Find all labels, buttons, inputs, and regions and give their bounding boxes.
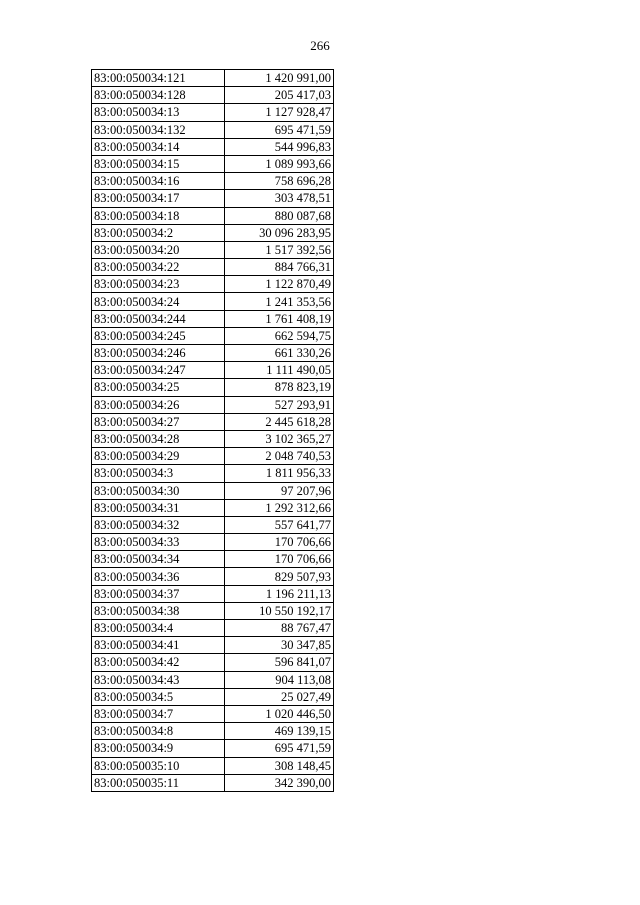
table-row	[92, 688, 334, 705]
cadastral-number-cell: 83:00:050034:24	[92, 293, 225, 310]
table-row	[92, 757, 334, 774]
table-row	[92, 465, 334, 482]
cadastral-value-cell: 97 207,96	[225, 482, 334, 499]
cadastral-number-cell: 83:00:050034:246	[92, 345, 225, 362]
cadastral-value-cell: 880 087,68	[225, 207, 334, 224]
table-row	[92, 516, 334, 533]
table-row	[92, 310, 334, 327]
cadastral-number-cell: 83:00:050034:17	[92, 190, 225, 207]
cadastral-number-cell: 83:00:050034:2	[92, 224, 225, 241]
cadastral-number-cell: 83:00:050034:9	[92, 740, 225, 757]
cadastral-number-cell: 83:00:050034:14	[92, 138, 225, 155]
cadastral-number-cell: 83:00:050034:247	[92, 362, 225, 379]
cadastral-number-cell: 83:00:050034:26	[92, 396, 225, 413]
table-row	[92, 70, 334, 87]
cadastral-value-cell: 469 139,15	[225, 723, 334, 740]
table-row	[92, 87, 334, 104]
cadastral-value-cell: 544 996,83	[225, 138, 334, 155]
table-row	[92, 499, 334, 516]
cadastral-value-cell: 661 330,26	[225, 345, 334, 362]
table-row	[92, 740, 334, 757]
cadastral-number-cell: 83:00:050034:31	[92, 499, 225, 516]
cadastral-value-cell: 205 417,03	[225, 87, 334, 104]
cadastral-number-cell: 83:00:050034:37	[92, 585, 225, 602]
cadastral-number-cell: 83:00:050035:10	[92, 757, 225, 774]
cadastral-value-cell: 1 127 928,47	[225, 104, 334, 121]
table-row	[92, 551, 334, 568]
table-row	[92, 602, 334, 619]
cadastral-number-cell: 83:00:050034:5	[92, 688, 225, 705]
table-row	[92, 259, 334, 276]
cadastral-value-cell: 557 641,77	[225, 516, 334, 533]
cadastral-value-cell: 695 471,59	[225, 740, 334, 757]
cadastral-number-cell: 83:00:050034:29	[92, 448, 225, 465]
cadastral-number-cell: 83:00:050034:25	[92, 379, 225, 396]
cadastral-number-cell: 83:00:050034:3	[92, 465, 225, 482]
table-body	[92, 70, 334, 792]
cadastral-value-cell: 1 020 446,50	[225, 705, 334, 722]
cadastral-number-cell: 83:00:050034:13	[92, 104, 225, 121]
table-row	[92, 723, 334, 740]
page-number: 266	[310, 38, 330, 53]
table-row	[92, 345, 334, 362]
table-row	[92, 671, 334, 688]
cadastral-number-cell: 83:00:050035:11	[92, 774, 225, 791]
table-row	[92, 121, 334, 138]
table-row	[92, 362, 334, 379]
table-row	[92, 568, 334, 585]
cadastral-value-cell: 30 096 283,95	[225, 224, 334, 241]
cadastral-number-cell: 83:00:050034:23	[92, 276, 225, 293]
cadastral-value-cell: 10 550 192,17	[225, 602, 334, 619]
cadastral-number-cell: 83:00:050034:244	[92, 310, 225, 327]
cadastral-number-cell: 83:00:050034:16	[92, 173, 225, 190]
table-row	[92, 224, 334, 241]
cadastral-number-cell: 83:00:050034:33	[92, 534, 225, 551]
table-row	[92, 327, 334, 344]
table-row	[92, 155, 334, 172]
table-row	[92, 482, 334, 499]
cadastral-value-cell: 170 706,66	[225, 551, 334, 568]
cadastral-number-cell: 83:00:050034:42	[92, 654, 225, 671]
cadastral-value-cell: 25 027,49	[225, 688, 334, 705]
cadastral-value-cell: 3 102 365,27	[225, 430, 334, 447]
cadastral-number-cell: 83:00:050034:28	[92, 430, 225, 447]
table-row	[92, 396, 334, 413]
table-row	[92, 173, 334, 190]
table-row	[92, 190, 334, 207]
table-row	[92, 276, 334, 293]
table-row	[92, 413, 334, 430]
cadastral-value-cell: 88 767,47	[225, 620, 334, 637]
cadastral-number-cell: 83:00:050034:30	[92, 482, 225, 499]
table-row	[92, 207, 334, 224]
cadastral-value-cell: 1 241 353,56	[225, 293, 334, 310]
cadastral-value-cell: 904 113,08	[225, 671, 334, 688]
cadastral-value-cell: 878 823,19	[225, 379, 334, 396]
cadastral-value-cell: 1 089 993,66	[225, 155, 334, 172]
cadastral-value-cell: 2 445 618,28	[225, 413, 334, 430]
cadastral-value-cell: 1 420 991,00	[225, 70, 334, 87]
cadastral-number-cell: 83:00:050034:20	[92, 241, 225, 258]
table-row	[92, 138, 334, 155]
cadastral-value-cell: 1 111 490,05	[225, 362, 334, 379]
cadastral-value-cell: 1 122 870,49	[225, 276, 334, 293]
table-row	[92, 534, 334, 551]
cadastral-value-cell: 695 471,59	[225, 121, 334, 138]
cadastral-number-cell: 83:00:050034:38	[92, 602, 225, 619]
cadastral-number-cell: 83:00:050034:27	[92, 413, 225, 430]
cadastral-number-cell: 83:00:050034:18	[92, 207, 225, 224]
table-row	[92, 104, 334, 121]
cadastral-value-cell: 30 347,85	[225, 637, 334, 654]
cadastral-number-cell: 83:00:050034:43	[92, 671, 225, 688]
cadastral-number-cell: 83:00:050034:22	[92, 259, 225, 276]
table-row	[92, 241, 334, 258]
table-row	[92, 430, 334, 447]
cadastral-value-cell: 1 517 392,56	[225, 241, 334, 258]
cadastral-value-cell: 1 811 956,33	[225, 465, 334, 482]
cadastral-number-cell: 83:00:050034:34	[92, 551, 225, 568]
cadastral-value-cell: 884 766,31	[225, 259, 334, 276]
cadastral-value-cell: 662 594,75	[225, 327, 334, 344]
cadastral-value-table	[91, 69, 334, 792]
cadastral-value-cell: 829 507,93	[225, 568, 334, 585]
cadastral-number-cell: 83:00:050034:7	[92, 705, 225, 722]
table-row	[92, 705, 334, 722]
cadastral-number-cell: 83:00:050034:36	[92, 568, 225, 585]
cadastral-number-cell: 83:00:050034:41	[92, 637, 225, 654]
table-row	[92, 379, 334, 396]
cadastral-number-cell: 83:00:050034:4	[92, 620, 225, 637]
cadastral-number-cell: 83:00:050034:15	[92, 155, 225, 172]
table-row	[92, 448, 334, 465]
cadastral-value-cell: 1 292 312,66	[225, 499, 334, 516]
cadastral-value-cell: 1 761 408,19	[225, 310, 334, 327]
cadastral-number-cell: 83:00:050034:8	[92, 723, 225, 740]
cadastral-number-cell: 83:00:050034:32	[92, 516, 225, 533]
cadastral-number-cell: 83:00:050034:245	[92, 327, 225, 344]
cadastral-value-cell: 2 048 740,53	[225, 448, 334, 465]
cadastral-number-cell: 83:00:050034:128	[92, 87, 225, 104]
cadastral-value-cell: 1 196 211,13	[225, 585, 334, 602]
table-row	[92, 654, 334, 671]
table-row	[92, 774, 334, 791]
cadastral-value-cell: 527 293,91	[225, 396, 334, 413]
cadastral-value-cell: 758 696,28	[225, 173, 334, 190]
table-row	[92, 585, 334, 602]
cadastral-value-cell: 342 390,00	[225, 774, 334, 791]
cadastral-value-cell: 303 478,51	[225, 190, 334, 207]
cadastral-number-cell: 83:00:050034:132	[92, 121, 225, 138]
table-row	[92, 620, 334, 637]
cadastral-value-cell: 596 841,07	[225, 654, 334, 671]
cadastral-value-cell: 170 706,66	[225, 534, 334, 551]
cadastral-number-cell: 83:00:050034:121	[92, 70, 225, 87]
table-row	[92, 293, 334, 310]
table-row	[92, 637, 334, 654]
cadastral-value-cell: 308 148,45	[225, 757, 334, 774]
